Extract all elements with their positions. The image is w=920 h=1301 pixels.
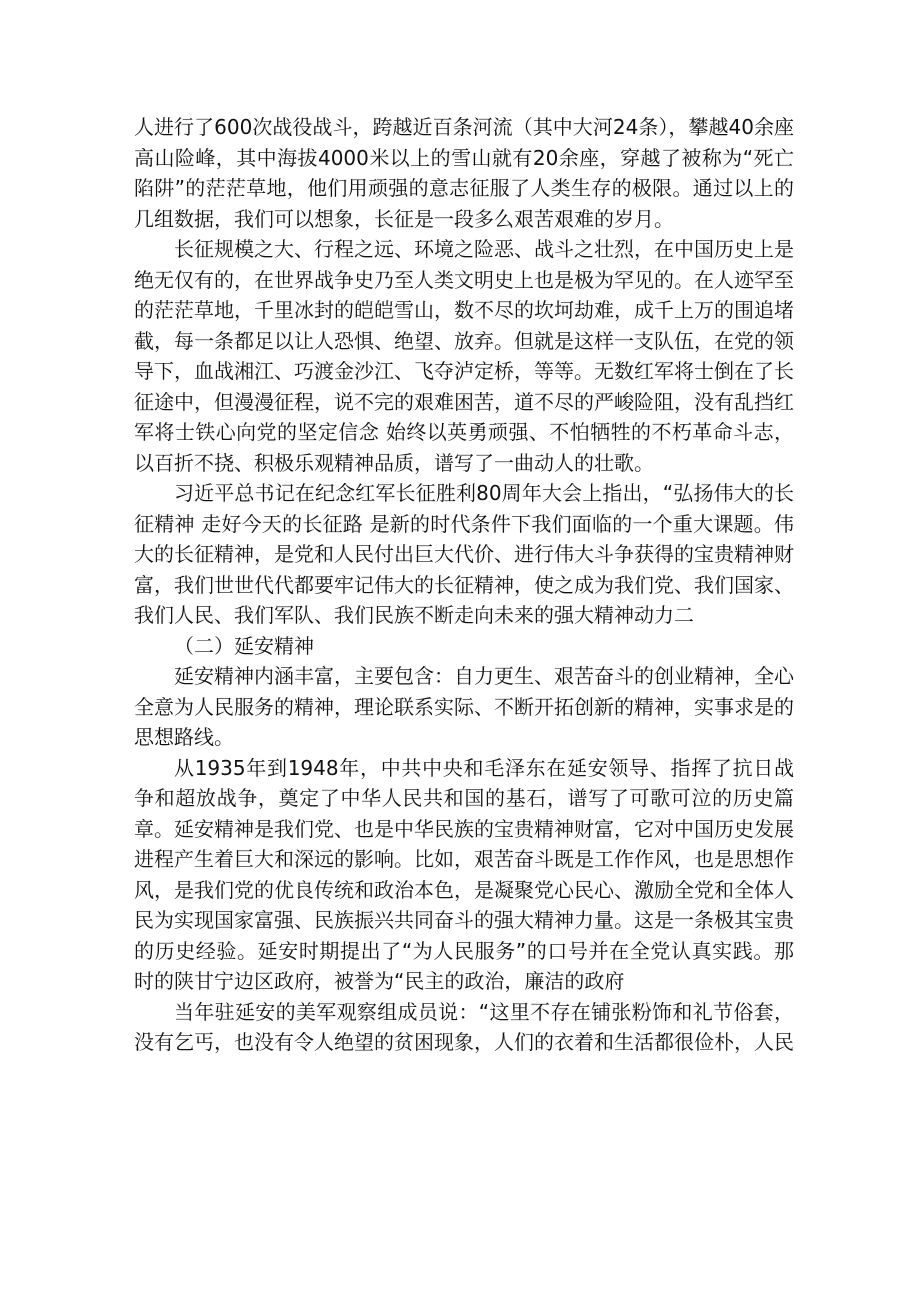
paragraph-yanan-history: 从1935年到1948年，中共中央和毛泽东在延安领导、指挥了抗日战争和超放战争，奠定了中华人民共和国的基石，谱写了可歌可泣的历史篇章。延安精神是我们党、也是中华民族的宝贵精神财富，它对中国历史发展进程产生着巨大和深远的影响。比如，艰苦奋斗既是工作作风，也是思想作风，是我们党的优良传统和政治本色，是凝聚党心民心、激励全党和全体人民为实现国家富强、民族振兴共同奋斗的强大精神力量。这是一条极其宝贵的历史经验。延安时期提出了“为人民服务”的口号并在全党认真实践。那时的陕甘宁边区政府，被誉为“民主的政治，廉洁的政府 — [134, 755, 794, 993]
paragraph-long-march-data: 人进行了600次战役战斗，跨越近百条河流（其中大河24条），攀越40余座高山险峰，其中海拔4000米以上的雪山就有20余座，穿越了被称为“死亡陷阱”的茫茫草地，他们用顽强的意志征服了人类生存的极限。通过以上的几组数据，我们可以想象，长征是一段多么艰苦艰难的岁月。 — [134, 115, 794, 231]
paragraph-long-march-scale: 长征规模之大、行程之远、环境之险恶、战斗之壮烈，在中国历史上是绝无仅有的，在世界战争史乃至人类文明史上也是极为罕见的。在人迹罕至的茫茫草地，千里冰封的皑皑雪山，数不尽的坎坷劫难，成千上万的围追堵截，每一条都足以让人恐惧、绝望、放弃。但就是这样一支队伍，在党的领导下，血战湘江、巧渡金沙江、飞夺泸定桥，等等。无数红军将士倒在了长征途中，但漫漫征程，说不完的艰难困苦，道不尽的严峻险阻，没有乱挡红军将士铁心向党的坚定信念 始终以英勇顽强、不怕牺牲的不朽革命斗志，以百折不挠、积极乐观精神品质，谱写了一曲动人的壮歌。 — [134, 237, 794, 475]
paragraph-yanan-spirit-content: 延安精神内涵丰富，主要包含：自力更生、艰苦奋斗的创业精神，全心全意为人民服务的精神，理论联系实际、不断开拓创新的精神，实事求是的思想路线。 — [134, 664, 794, 749]
document-body — [134, 112, 794, 1058]
section-heading-yanan-spirit: （二）延安精神 — [174, 633, 314, 658]
paragraph-us-observers-quote: 当年驻延安的美军观察组成员说：“这里不存在铺张粉饰和礼节俗套，没有乞丐，也没有令人绝望的贫困现象，人们的衣着和生活都很俭朴，人民 — [134, 999, 794, 1054]
paragraph-long-march-spirit-quote: 习近平总书记在纪念红军长征胜利80周年大会上指出，“弘扬伟大的长征精神 走好今天的长征路 是新的时代条件下我们面临的一个重大课题。伟大的长征精神，是党和人民付出巨大代价、进行伟大斗争获得的宝贵精神财富，我们世世代代都要牢记伟大的长征精神，使之成为我们党、我们国家、我们人民、我们军队、我们民族不断走向未来的强大精神动力二 — [134, 481, 794, 627]
